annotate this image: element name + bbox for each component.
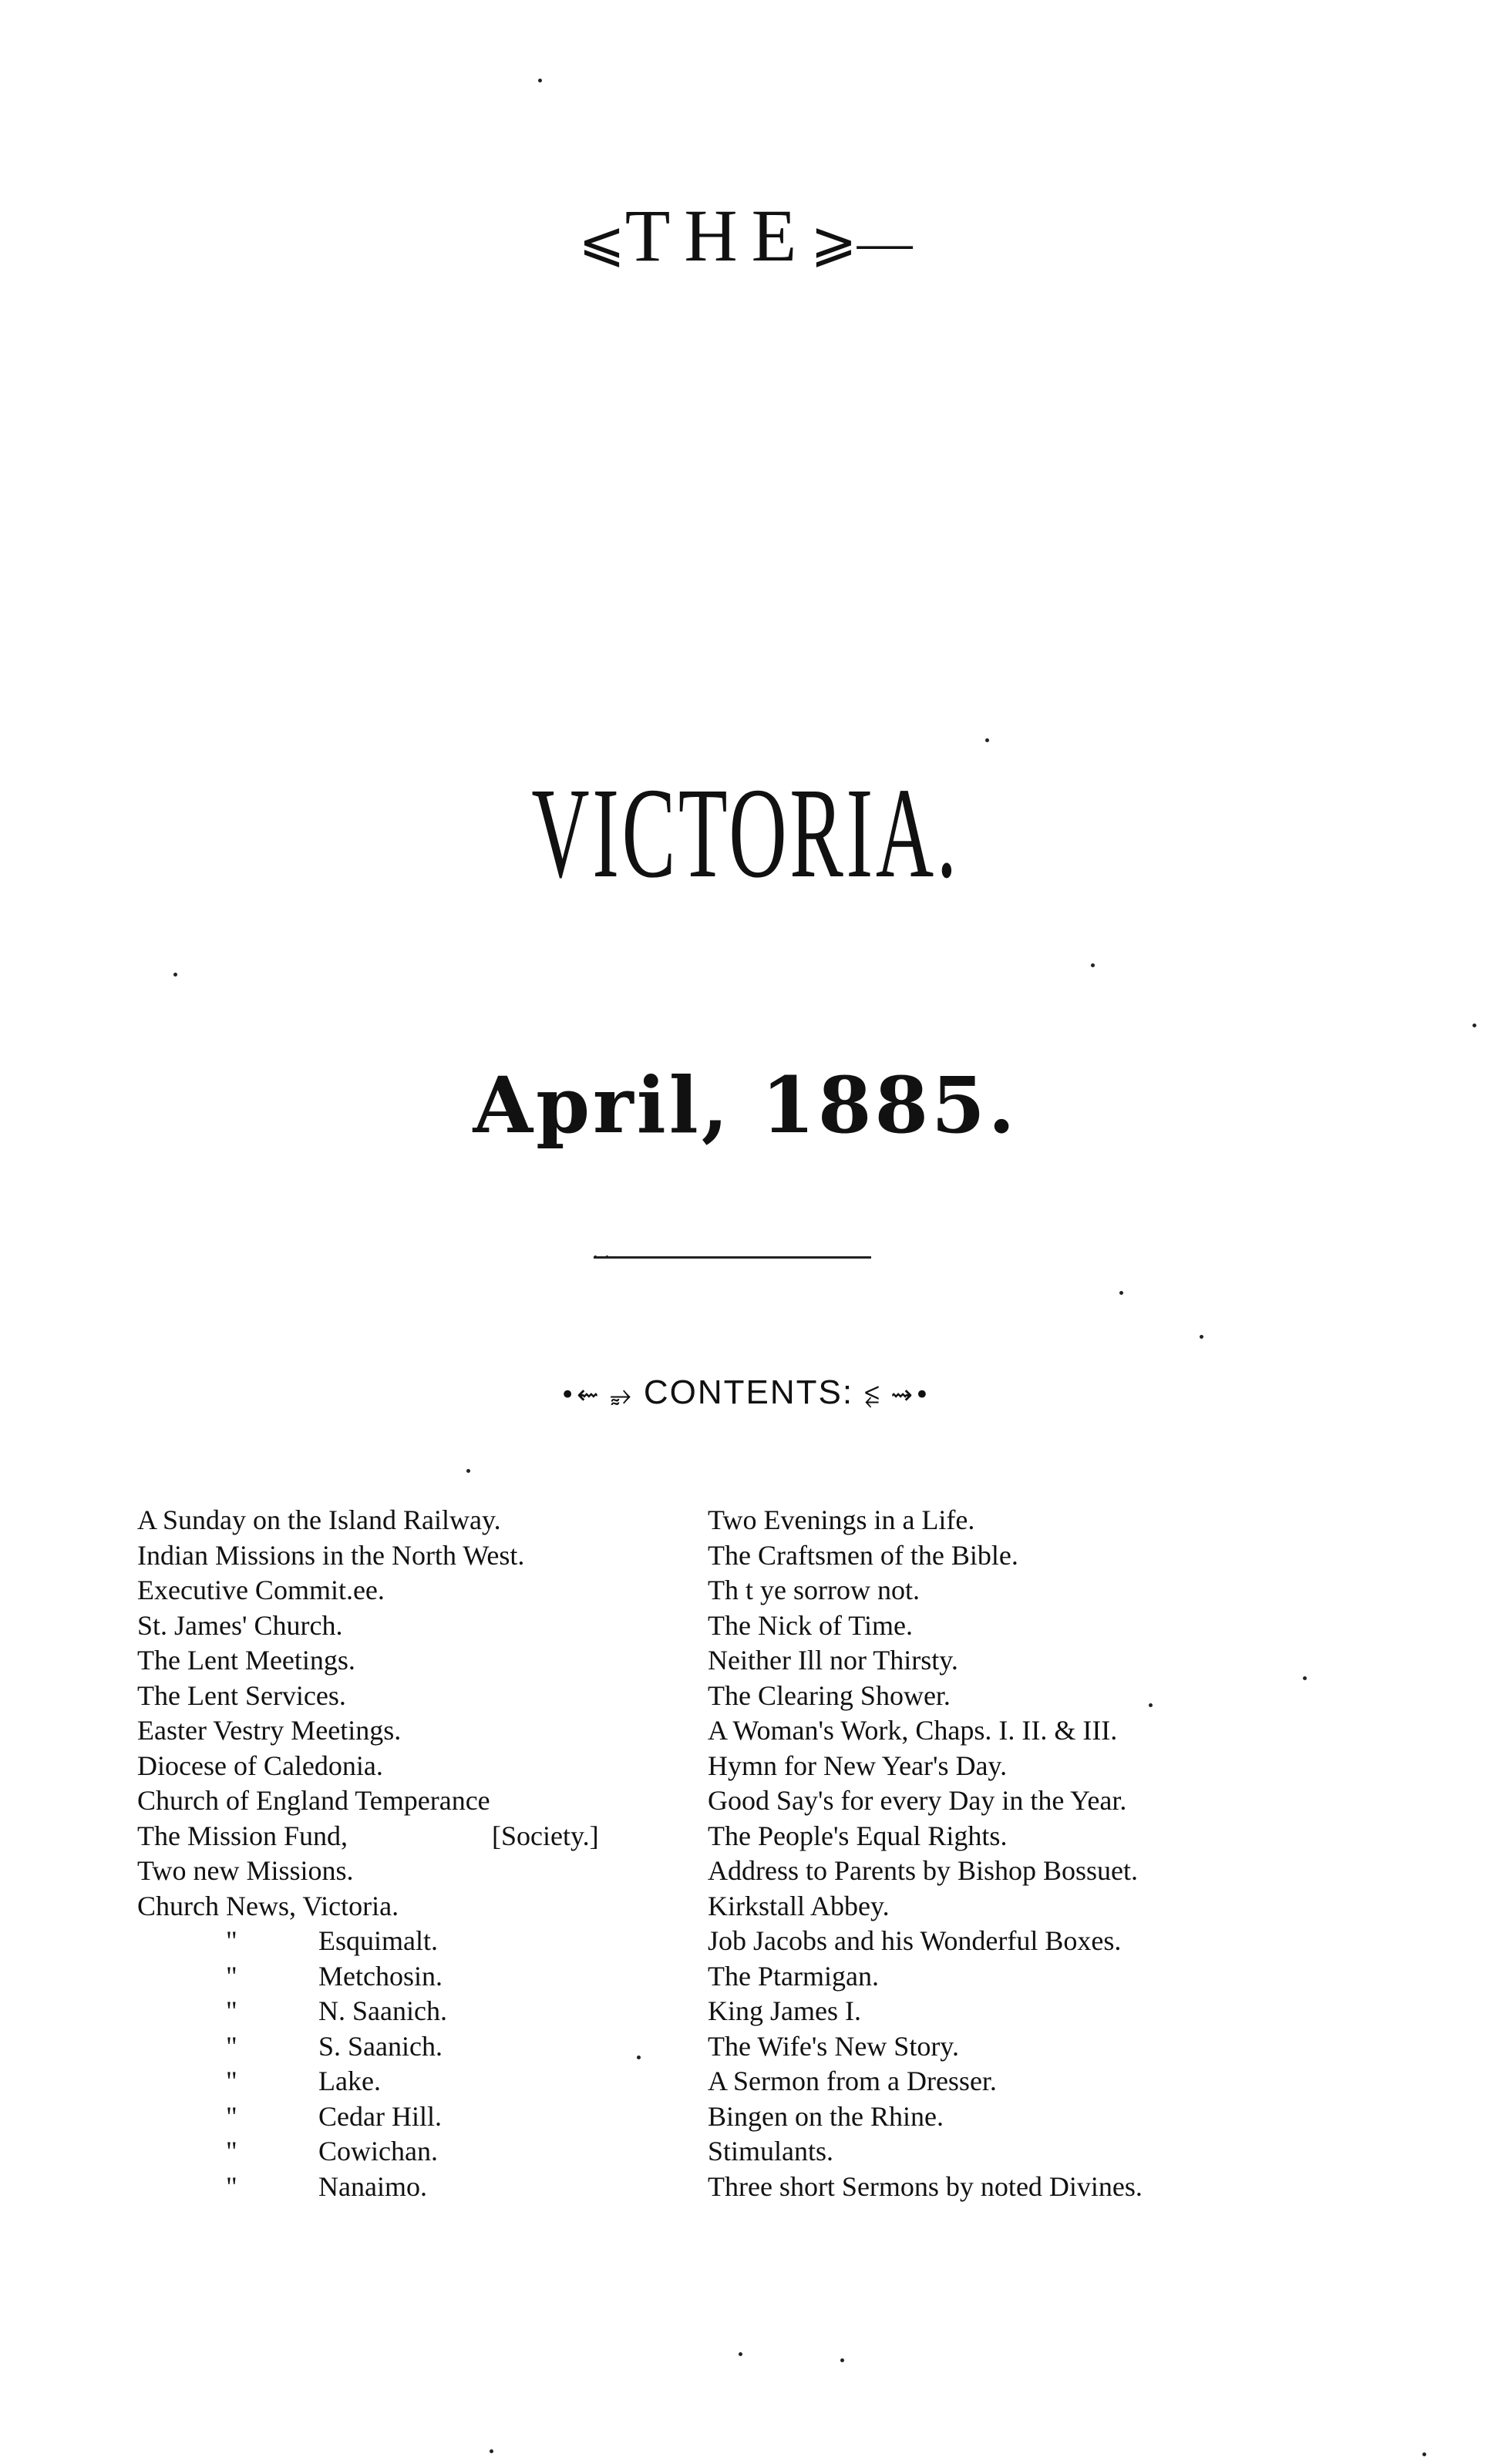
print-speck (1149, 1703, 1153, 1707)
print-speck (1303, 1676, 1307, 1680)
subitem-name: Metchosin. (318, 1960, 443, 1992)
ditto-mark: " (226, 1960, 237, 1992)
subitem-name: Cowichan. (318, 2136, 438, 2167)
ditto-mark: " (226, 2030, 237, 2062)
contents-item: Address to Parents by Bishop Bossuet. (708, 1855, 1138, 1886)
print-speck (1119, 1291, 1123, 1295)
contents-item: Kirkstall Abbey. (708, 1890, 890, 1921)
print-speck (840, 2358, 844, 2362)
contents-item: Church of England Temperance (137, 1785, 490, 1816)
contents-heading (0, 1373, 1491, 1412)
contents-item: The People's Equal Rights. (708, 1820, 1008, 1851)
church-news-subitem (137, 2134, 677, 2170)
contents-item: Bingen on the Rhine. (708, 2100, 944, 2132)
contents-item: Indian Missions in the North West. (137, 1539, 525, 1571)
contents-item: Hymn for New Year's Day. (708, 1750, 1008, 1781)
ditto-mark: " (226, 1925, 237, 1956)
church-news-subitem (137, 1994, 677, 2029)
ditto-mark: " (226, 2136, 237, 2167)
church-news-subitem (137, 2029, 677, 2065)
contents-item: Two Evenings in a Life. (708, 1504, 975, 1535)
contents-item: Neither Ill nor Thirsty. (708, 1645, 958, 1676)
rule-dots: · · (592, 1245, 611, 1268)
contents-item: Two new Missions. (137, 1855, 354, 1886)
contents-right-ornament: ⥶ ⇝• (864, 1380, 931, 1410)
contents-left-column (137, 1503, 677, 2204)
contents-item: Stimulants. (708, 2136, 834, 2167)
society-note: [Society.] (492, 1820, 599, 1851)
contents-label: CONTENTS: (643, 1373, 854, 1411)
print-speck (1472, 1024, 1476, 1027)
church-news-subitem (137, 1959, 677, 1995)
contents-item: Diocese of Caledonia. (137, 1750, 383, 1781)
subitem-name: S. Saanich. (318, 2030, 443, 2062)
contents-item: The Clearing Shower. (708, 1679, 951, 1711)
subitem-name: Cedar Hill. (318, 2100, 442, 2132)
right-ornament: ⩾— (810, 211, 913, 273)
ditto-mark: " (226, 2170, 237, 2202)
contents-item: A Sunday on the Island Railway. (137, 1504, 501, 1535)
subitem-name: Esquimalt. (318, 1925, 438, 1956)
the-heading (0, 193, 1491, 278)
contents-item: The Nick of Time. (708, 1609, 913, 1641)
contents-item: A Woman's Work, Chaps. I. II. & III. (708, 1715, 1118, 1746)
contents-item: The Craftsmen of the Bible. (708, 1539, 1018, 1571)
print-speck (1091, 963, 1095, 967)
print-speck (1422, 2452, 1426, 2456)
issue-date: April, 1885. (473, 1060, 1018, 1151)
contents-item: Good Say's for every Day in the Year. (708, 1785, 1127, 1816)
subitem-name: Lake. (318, 2066, 381, 2096)
contents-item: Executive Commit.ee. (137, 1575, 385, 1605)
contents-item: The Lent Meetings. (137, 1645, 355, 1676)
contents-item: The Lent Services. (137, 1679, 346, 1711)
print-speck (538, 79, 542, 82)
subitem-name: Nanaimo. (318, 2170, 427, 2202)
contents-item: Th t ye sorrow not. (708, 1575, 920, 1605)
contents-item: Job Jacobs and his Wonderful Boxes. (708, 1925, 1122, 1956)
church-news-subitem (137, 2064, 677, 2099)
ditto-mark: " (226, 2066, 237, 2096)
ditto-mark: " (226, 1995, 237, 2026)
the-text: THE (624, 194, 811, 277)
print-speck (173, 973, 177, 977)
contents-item: The Wife's New Story. (708, 2030, 959, 2062)
contents-left-ornament: •⇜ ⥵ (560, 1380, 633, 1410)
church-news-subitem (137, 2099, 677, 2135)
contents-item: The Mission Fund, (137, 1820, 348, 1851)
church-news-subitem (137, 2170, 677, 2205)
contents-item: King James I. (708, 1995, 861, 2026)
print-speck (1200, 1335, 1203, 1339)
print-speck (739, 2352, 742, 2356)
contents-item: A Sermon from a Dresser. (708, 2066, 997, 2096)
contents-right-column (708, 1503, 1371, 2204)
publication-title: VICTORIA. (531, 761, 960, 905)
contents-item: Church News, Victoria. (137, 1890, 399, 1921)
subitem-name: N. Saanich. (318, 1995, 447, 2026)
contents-item: Easter Vestry Meetings. (137, 1715, 402, 1746)
ditto-mark: " (226, 2100, 237, 2132)
contents-item: St. James' Church. (137, 1609, 343, 1641)
church-news-subitem (137, 1924, 677, 1959)
print-speck (490, 2449, 493, 2453)
contents-item-with-note (137, 1819, 677, 1854)
left-ornament: ⩽ (578, 211, 625, 273)
print-speck (466, 1469, 470, 1473)
contents-item: The Ptarmigan. (708, 1960, 879, 1992)
print-speck (985, 738, 989, 742)
contents-item: Three short Sermons by noted Divines. (708, 2170, 1143, 2202)
print-speck (637, 2056, 641, 2059)
divider-rule (594, 1256, 871, 1259)
